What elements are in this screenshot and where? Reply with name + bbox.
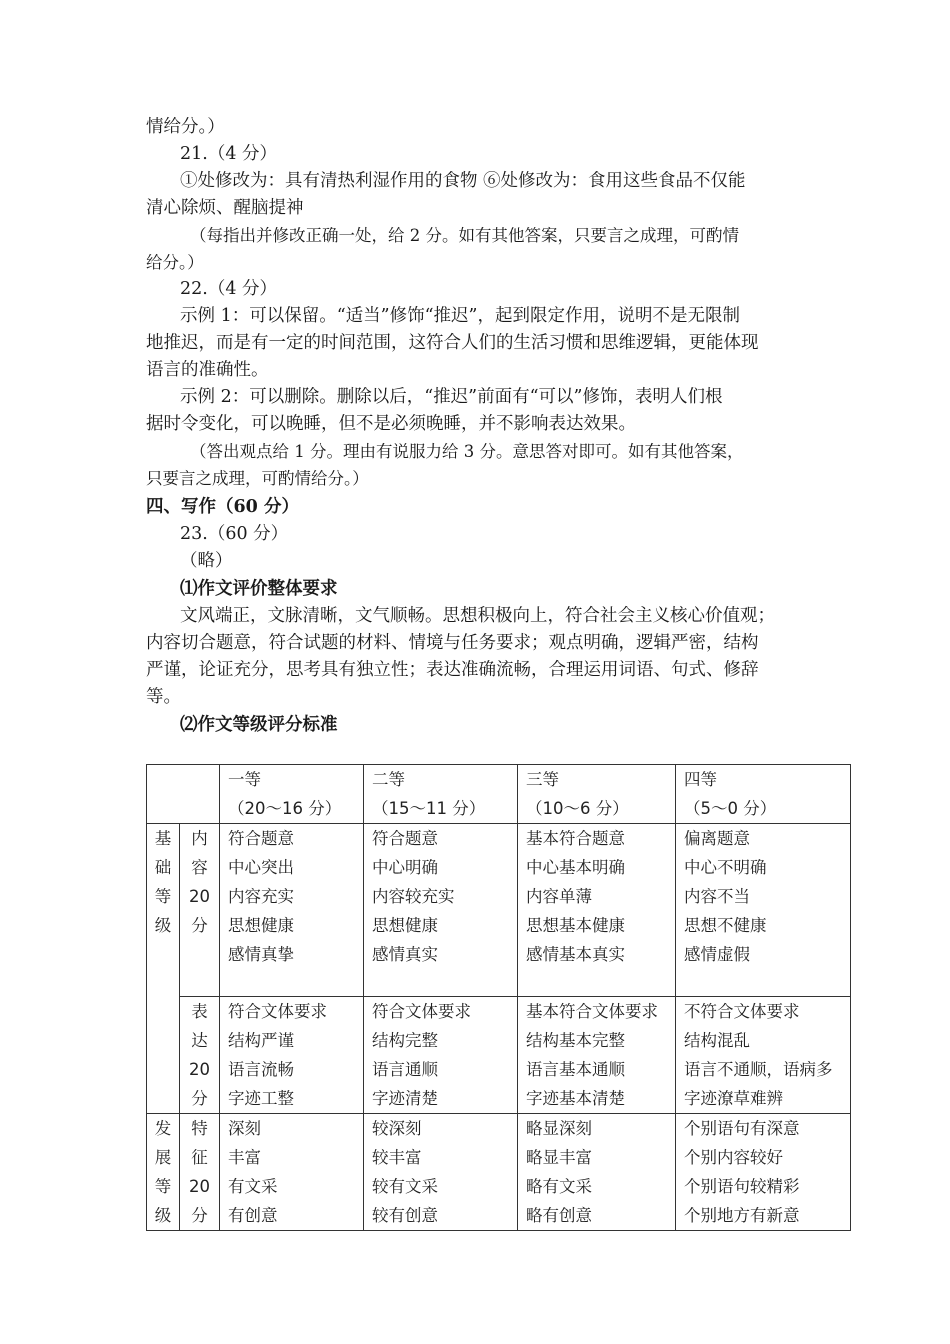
- criterion: 语言基本通顺: [526, 1060, 625, 1079]
- grade-name: 一等: [228, 770, 261, 789]
- corner-cell: [147, 765, 220, 824]
- criterion: 思想健康: [228, 916, 294, 935]
- header-grade-3: [518, 765, 676, 824]
- criterion: 略显深刻: [526, 1119, 592, 1138]
- criterion: 感情真实: [372, 945, 438, 964]
- text-line: 据时令变化，可以晚睡，但不是必须晚睡，并不影响表达效果。: [146, 414, 636, 434]
- text-line: 内容切合题意，符合试题的材料、情境与任务要求；观点明确，逻辑严密，结构: [146, 633, 759, 653]
- text-line: ①处修改为：具有清热利湿作用的食物 ⑥处修改为：食用这些食品不仅能: [180, 171, 746, 191]
- feature-cell-grade-4: [676, 1114, 851, 1231]
- expression-cell-grade-3: [518, 997, 676, 1114]
- criterion: 结构混乱: [684, 1031, 750, 1050]
- grade-name: 三等: [526, 770, 559, 789]
- content-row: [147, 824, 851, 997]
- expression-cell-grade-4: [676, 997, 851, 1114]
- label-char: 分: [191, 916, 208, 935]
- criterion: 中心不明确: [684, 858, 767, 877]
- text-line: 情给分。）: [146, 117, 225, 137]
- criterion: 个别语句有深意: [684, 1119, 800, 1138]
- text-line: 等。: [146, 687, 181, 707]
- content-cell-grade-2: [364, 824, 518, 997]
- expression-cell-grade-2: [364, 997, 518, 1114]
- grade-range: （5～0 分）: [684, 799, 777, 818]
- feature-cell-grade-1: [220, 1114, 364, 1231]
- criterion: 思想健康: [372, 916, 438, 935]
- criterion: 个别语句较精彩: [684, 1177, 800, 1196]
- subheading: ⑴作文评价整体要求: [180, 579, 338, 599]
- label-char: 20: [189, 887, 210, 906]
- grade-name: 二等: [372, 770, 405, 789]
- criterion: 语言通顺: [372, 1060, 438, 1079]
- criterion: 个别地方有新意: [684, 1206, 800, 1225]
- criterion: 字迹基本清楚: [526, 1089, 625, 1108]
- criterion: 语言不通顺，语病多: [684, 1060, 833, 1079]
- question-23-heading: 23.（60 分）: [180, 524, 289, 544]
- content-cell-grade-3: [518, 824, 676, 997]
- question-21-heading: 21.（4 分）: [180, 144, 278, 164]
- criterion: 感情真挚: [228, 945, 294, 964]
- text-line: 清心除烦、醒脑提神: [146, 198, 304, 218]
- feature-cell-grade-2: [364, 1114, 518, 1231]
- criterion: 深刻: [228, 1119, 261, 1138]
- label-char: 20: [189, 1060, 210, 1079]
- text-line: （略）: [180, 551, 233, 571]
- content-cell-grade-1: [220, 824, 364, 997]
- criterion: 略显丰富: [526, 1148, 592, 1167]
- criterion: 较有文采: [372, 1177, 438, 1196]
- label-char: 内: [191, 829, 208, 848]
- criterion: 基本符合题意: [526, 829, 625, 848]
- label-char: 础: [154, 858, 172, 877]
- criterion: 基本符合文体要求: [526, 1002, 658, 1021]
- label-char: 容: [191, 858, 208, 877]
- text-line: 示例 1：可以保留。“适当”修饰“推迟”，起到限定作用，说明不是无限制: [180, 306, 740, 326]
- label-char: 基: [154, 829, 172, 848]
- criterion: 不符合文体要求: [684, 1002, 800, 1021]
- criterion: 中心基本明确: [526, 858, 625, 877]
- development-level-label: [147, 1114, 180, 1231]
- criterion: 内容单薄: [526, 887, 592, 906]
- label-char: 发: [154, 1119, 172, 1138]
- label-char: 分: [191, 1206, 208, 1225]
- criterion: 符合文体要求: [372, 1002, 471, 1021]
- criterion: 思想不健康: [684, 916, 767, 935]
- criterion: 结构基本完整: [526, 1031, 625, 1050]
- label-char: 征: [191, 1148, 208, 1167]
- expression-label: [180, 997, 220, 1114]
- criterion: 内容不当: [684, 887, 750, 906]
- header-grade-1: [220, 765, 364, 824]
- criterion: 有创意: [228, 1206, 278, 1225]
- section-heading: 四、写作（60 分）: [146, 497, 299, 517]
- criterion: 丰富: [228, 1148, 261, 1167]
- scoring-note: （答出观点给 1 分。理由有说服力给 3 分。意思答对即可。如有其他答案，: [190, 442, 744, 461]
- criterion: 较深刻: [372, 1119, 422, 1138]
- label-char: 达: [191, 1031, 208, 1050]
- grade-range: （10～6 分）: [526, 799, 629, 818]
- criterion: 思想基本健康: [526, 916, 625, 935]
- criterion: 略有文采: [526, 1177, 592, 1196]
- content-label: [180, 824, 220, 997]
- criterion: 字迹清楚: [372, 1089, 438, 1108]
- label-char: 等: [154, 1177, 172, 1196]
- feature-row: [147, 1114, 851, 1231]
- criterion: 略有创意: [526, 1206, 592, 1225]
- label-char: 级: [154, 1206, 172, 1225]
- text-line: 示例 2：可以删除。删除以后，“推迟”前面有“可以”修饰，表明人们根: [180, 387, 723, 407]
- criterion: 内容充实: [228, 887, 294, 906]
- header-grade-4: [676, 765, 851, 824]
- scoring-note: （每指出并修改正确一处，给 2 分。如有其他答案，只要言之成理，可酌情: [190, 226, 739, 245]
- criterion: 内容较充实: [372, 887, 455, 906]
- criterion: 中心突出: [228, 858, 294, 877]
- criterion: 结构严谨: [228, 1031, 294, 1050]
- criterion: 语言流畅: [228, 1060, 294, 1079]
- label-char: 等: [154, 887, 172, 906]
- criterion: 符合题意: [372, 829, 438, 848]
- header-grade-2: [364, 765, 518, 824]
- criterion: 结构完整: [372, 1031, 438, 1050]
- criterion: 中心明确: [372, 858, 438, 877]
- label-char: 特: [191, 1119, 208, 1138]
- criterion: 较丰富: [372, 1148, 422, 1167]
- grading-table: [146, 764, 851, 1231]
- grade-name: 四等: [684, 770, 717, 789]
- criterion: 个别内容较好: [684, 1148, 783, 1167]
- text-line: 严谨，论证充分，思考具有独立性；表达准确流畅，合理运用词语、句式、修辞: [146, 660, 759, 680]
- label-char: 20: [189, 1177, 210, 1196]
- content-cell-grade-4: [676, 824, 851, 997]
- label-char: 展: [154, 1148, 172, 1167]
- subheading: ⑵作文等级评分标准: [180, 715, 338, 735]
- criterion: 符合文体要求: [228, 1002, 327, 1021]
- text-line: 语言的准确性。: [146, 360, 269, 380]
- table-header-row: [147, 765, 851, 824]
- criterion: 感情虚假: [684, 945, 750, 964]
- basic-level-label: [147, 824, 180, 1114]
- criterion: 字迹工整: [228, 1089, 294, 1108]
- expression-cell-grade-1: [220, 997, 364, 1114]
- scoring-note: 给分。）: [146, 253, 204, 272]
- question-22-heading: 22.（4 分）: [180, 279, 278, 299]
- feature-cell-grade-3: [518, 1114, 676, 1231]
- criterion: 偏离题意: [684, 829, 750, 848]
- criterion: 字迹潦草难辨: [684, 1089, 783, 1108]
- grade-range: （15～11 分）: [372, 799, 486, 818]
- label-char: 表: [191, 1002, 208, 1021]
- grade-range: （20～16 分）: [228, 799, 342, 818]
- criterion: 感情基本真实: [526, 945, 625, 964]
- text-line: 文风端正，文脉清晰，文气顺畅。思想积极向上，符合社会主义核心价值观；: [180, 606, 775, 626]
- expression-row: [147, 997, 851, 1114]
- criterion: 较有创意: [372, 1206, 438, 1225]
- criterion: 符合题意: [228, 829, 294, 848]
- text-line: 地推迟，而是有一定的时间范围，这符合人们的生活习惯和思维逻辑，更能体现: [146, 333, 759, 353]
- scoring-note: 只要言之成理，可酌情给分。）: [146, 469, 369, 488]
- label-char: 级: [154, 916, 172, 935]
- feature-label: [180, 1114, 220, 1231]
- criterion: 有文采: [228, 1177, 278, 1196]
- label-char: 分: [191, 1089, 208, 1108]
